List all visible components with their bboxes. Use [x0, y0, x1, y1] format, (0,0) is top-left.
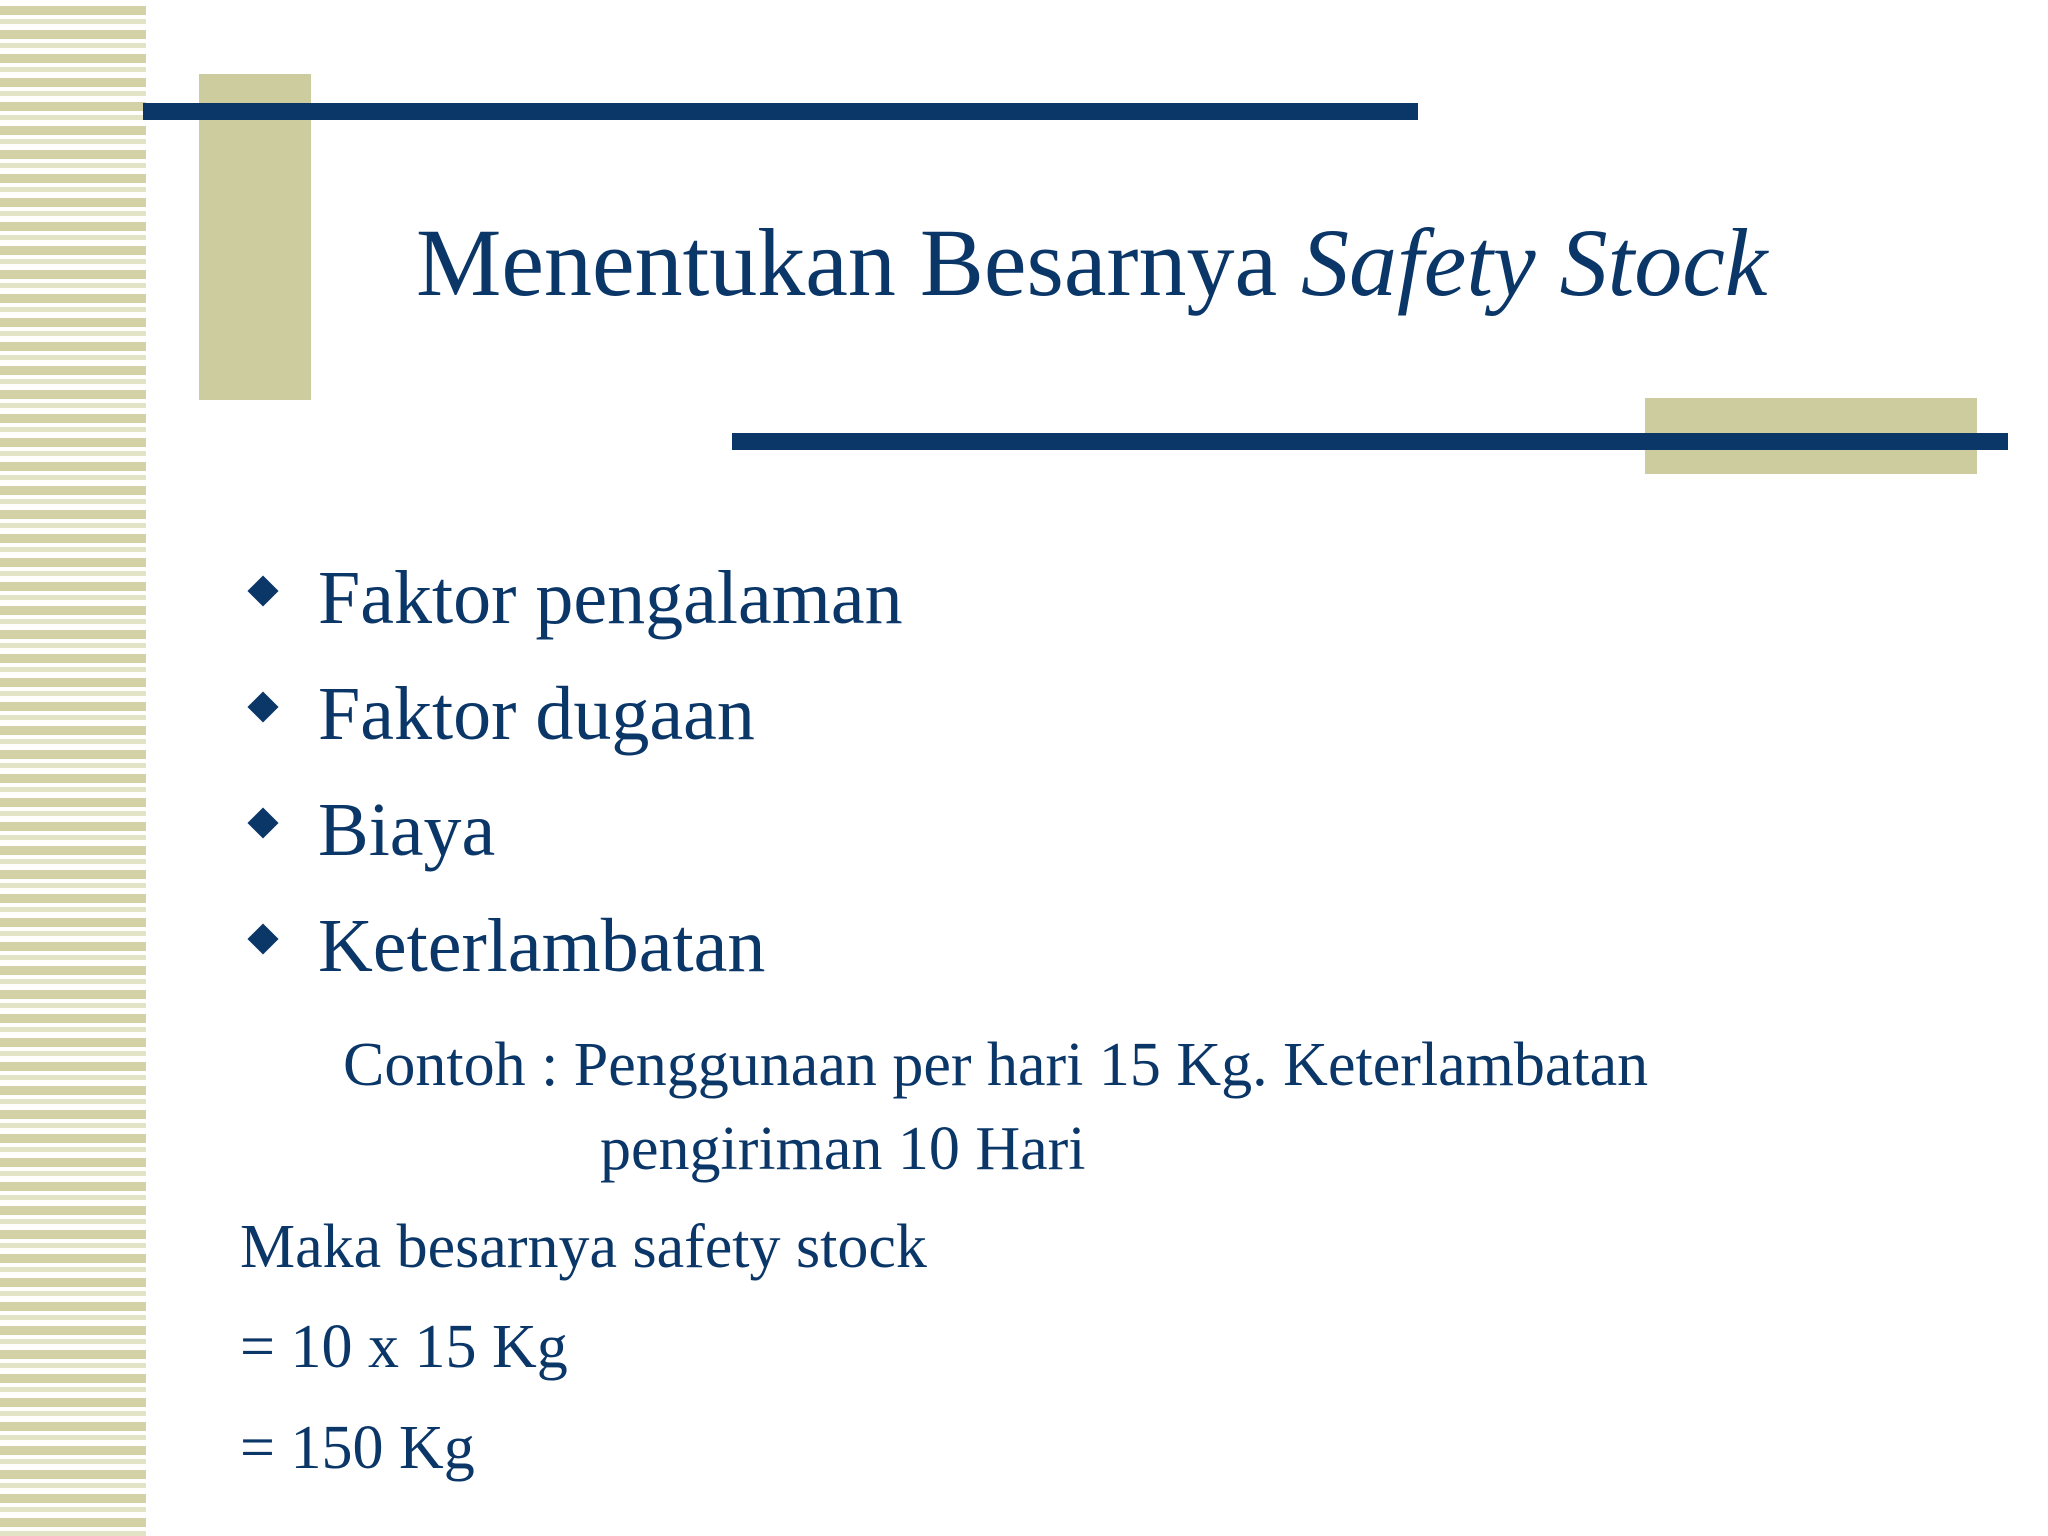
calculation-line-1: = 10 x 15 Kg — [240, 1313, 568, 1381]
slide-title-plain: Menentukan Besarnya — [416, 209, 1302, 316]
slide-title — [416, 210, 1768, 316]
bullet-item-text: Faktor dugaan — [318, 672, 755, 756]
decorative-line-middle — [732, 433, 2008, 450]
bullet-item — [240, 904, 903, 1024]
diamond-bullet-icon — [247, 807, 278, 838]
bullet-item — [240, 788, 903, 908]
example-line-1: Contoh : Penggunaan per hari 15 Kg. Keterlambatan — [343, 1031, 1649, 1099]
example-line-2: pengiriman 10 Hari — [600, 1115, 1086, 1183]
bullet-item-text: Keterlambatan — [318, 904, 766, 988]
decorative-line-top — [143, 103, 1418, 120]
calculation-result: = 150 Kg — [240, 1414, 475, 1482]
diamond-bullet-icon — [247, 923, 278, 954]
bullet-item — [240, 556, 903, 676]
diamond-bullet-icon — [247, 691, 278, 722]
conclusion-text: Maka besarnya safety stock — [240, 1213, 927, 1281]
bullet-item-text: Biaya — [318, 788, 496, 872]
diamond-bullet-icon — [247, 575, 278, 606]
bullet-item — [240, 672, 903, 792]
slide-title-italic: Safety Stock — [1301, 209, 1768, 316]
bullet-list — [240, 556, 903, 1024]
bullet-item-text: Faktor pengalaman — [318, 556, 903, 640]
decorative-block-top-left — [199, 74, 311, 400]
left-striped-border — [0, 0, 146, 1536]
